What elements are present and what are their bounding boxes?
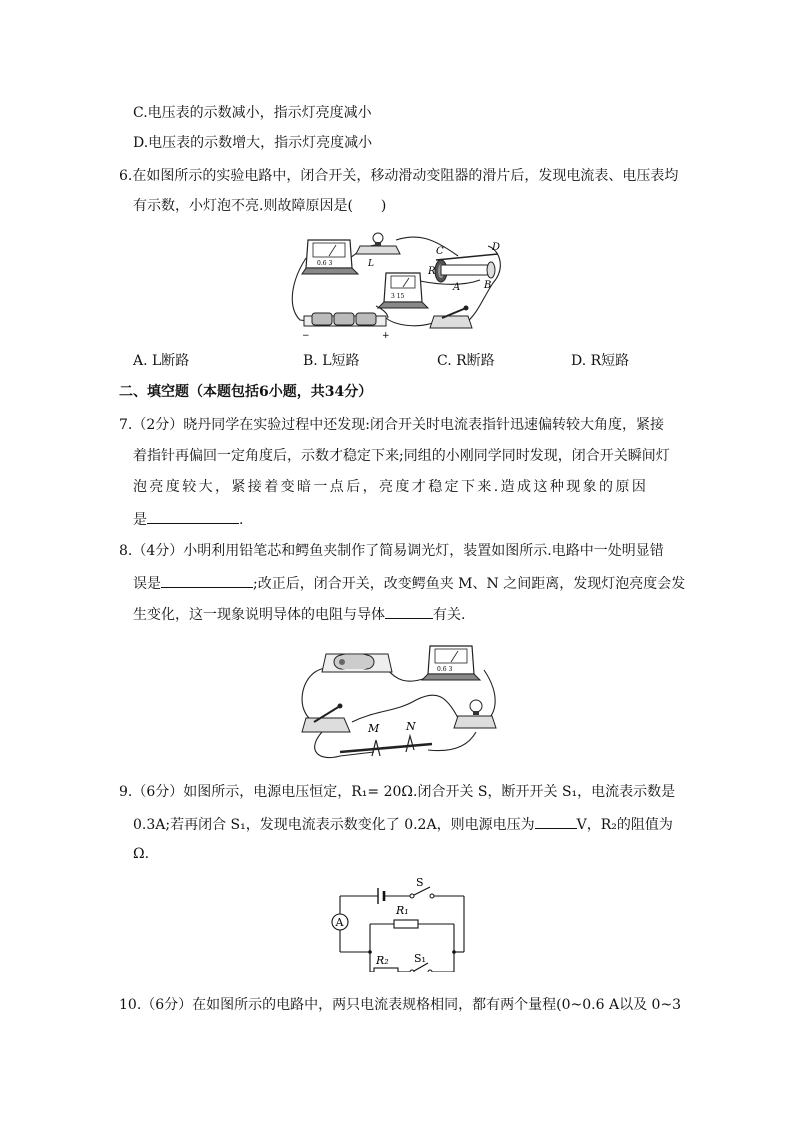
q7-stem-line2: 着指针再偏回一定角度后，示数才稳定下来;同组的小刚同学同时发现，闭合开关瞬间灯 (133, 448, 670, 464)
q9-line2-prefix: 0.3A;若再闭合 S₁，发现电流表示数变化了 0.2A，则电源电压为 (133, 817, 535, 833)
q5-option-d: D.电压表的示数增大，指示灯亮度减小 (133, 135, 373, 151)
q9-label-R1: R₁ (396, 904, 409, 917)
q8-stem-line1: 8.（4分）小明利用铅笔芯和鳄鱼夹制作了简易调光灯，装置如图所示.电路中一处明显错 (119, 543, 664, 559)
q6-circuit-figure (288, 228, 510, 340)
q8-error-blank[interactable] (161, 572, 253, 588)
q9-line2-mid: V，R₂的阻值为 (576, 817, 673, 833)
q8-line3-suffix: 有关. (433, 607, 466, 623)
q9-stem-line3: Ω. (133, 846, 150, 862)
q9-ammeter (332, 914, 348, 930)
q6-stem-line2: 有示数，小灯泡不亮.则故障原因是( ) (133, 198, 387, 214)
q6-option-d: D. R短路 (571, 353, 630, 369)
q9-ammeter-label: A (335, 916, 344, 929)
q9-voltage-blank[interactable] (535, 813, 577, 829)
section-heading-fill-in: 二、填空题（本题包括6小题，共34分） (119, 384, 373, 400)
q8-line2-prefix: 误是 (133, 576, 161, 592)
q9-stem-line1: 9.（6分）如图所示，电源电压恒定，R₁= 20Ω.闭合开关 S，断开开关 S₁，电流表示数是 (119, 784, 676, 800)
q6-battery (302, 313, 390, 340)
q8-line3-prefix: 生变化，这一现象说明导体的电阻与导体 (133, 607, 385, 623)
q8-pencil-lead (340, 720, 432, 756)
q9-switch-S1 (410, 952, 432, 972)
q6-label-L: L (368, 259, 374, 269)
q6-rheostat (427, 242, 500, 293)
q8-ammeter (422, 646, 480, 680)
q9-switch-S (410, 876, 434, 898)
q8-battery (322, 654, 392, 672)
q6-meter-mid-scale: 3 15 (391, 293, 405, 300)
q9-stem-line2 (133, 813, 673, 835)
q6-label-B: B (484, 280, 492, 291)
q9-label-R2: R₂ (376, 954, 389, 967)
q6-switch (430, 306, 472, 329)
q9-circuit-figure (326, 876, 470, 972)
q9-label-S: S (416, 876, 424, 889)
q8-lamp (454, 700, 496, 728)
q8-stem-line2 (133, 572, 685, 594)
q7-answer-line (133, 508, 243, 530)
q6-meter-top-scale: 0.6 3 (317, 260, 333, 267)
q9-resistor-R2 (374, 954, 398, 972)
q7-answer-blank[interactable] (147, 508, 239, 524)
q8-label-N: N (406, 720, 416, 733)
q6-label-R: R (428, 266, 436, 277)
q6-voltmeter (378, 273, 428, 308)
q7-suffix: . (239, 512, 244, 528)
q7-prefix: 是 (133, 512, 147, 528)
q7-stem-line1: 7.（2分）晓丹同学在实验过程中还发现:闭合开关时电流表指针迅速偏转较大角度，紧接 (119, 417, 664, 433)
q8-circuit-figure (296, 640, 504, 766)
q6-option-c: C. R断路 (437, 353, 495, 369)
q6-label-C: C (436, 246, 444, 257)
q6-ammeter (302, 240, 358, 274)
q6-label-plus: + (382, 331, 390, 340)
q6-label-A: A (453, 282, 461, 293)
q6-label-minus: − (302, 331, 310, 340)
q8-meter-scale: 0.6 3 (437, 666, 453, 673)
q6-option-a: A. L断路 (133, 353, 190, 369)
q6-lamp (356, 233, 400, 269)
q6-stem-line1: 6.在如图所示的实验电路中，闭合开关，移动滑动变阻器的滑片后，发现电流表、电压表均 (119, 168, 679, 184)
q7-stem-line3: 泡亮度较大，紧接着变暗一点后，亮度才稳定下来.造成这种现象的原因 (133, 479, 649, 495)
q9-resistor-R1 (394, 904, 418, 928)
q8-factor-blank[interactable] (385, 603, 433, 619)
q8-stem-line3 (133, 603, 465, 625)
q8-switch (302, 704, 350, 733)
q8-line2-suffix: ;改正后，闭合开关，改变鳄鱼夹 M、N 之间距离，发现灯泡亮度会发 (253, 576, 686, 592)
q5-option-c: C.电压表的示数减小，指示灯亮度减小 (133, 105, 372, 121)
q6-option-b: B. L短路 (303, 353, 360, 369)
q8-label-M: M (368, 722, 380, 735)
q9-label-S1: S₁ (414, 952, 426, 965)
q10-stem-line1: 10.（6分）在如图所示的电路中，两只电流表规格相同，都有两个量程(0~0.6 A以及 0~3 (119, 997, 682, 1013)
q6-label-D: D (492, 242, 501, 253)
